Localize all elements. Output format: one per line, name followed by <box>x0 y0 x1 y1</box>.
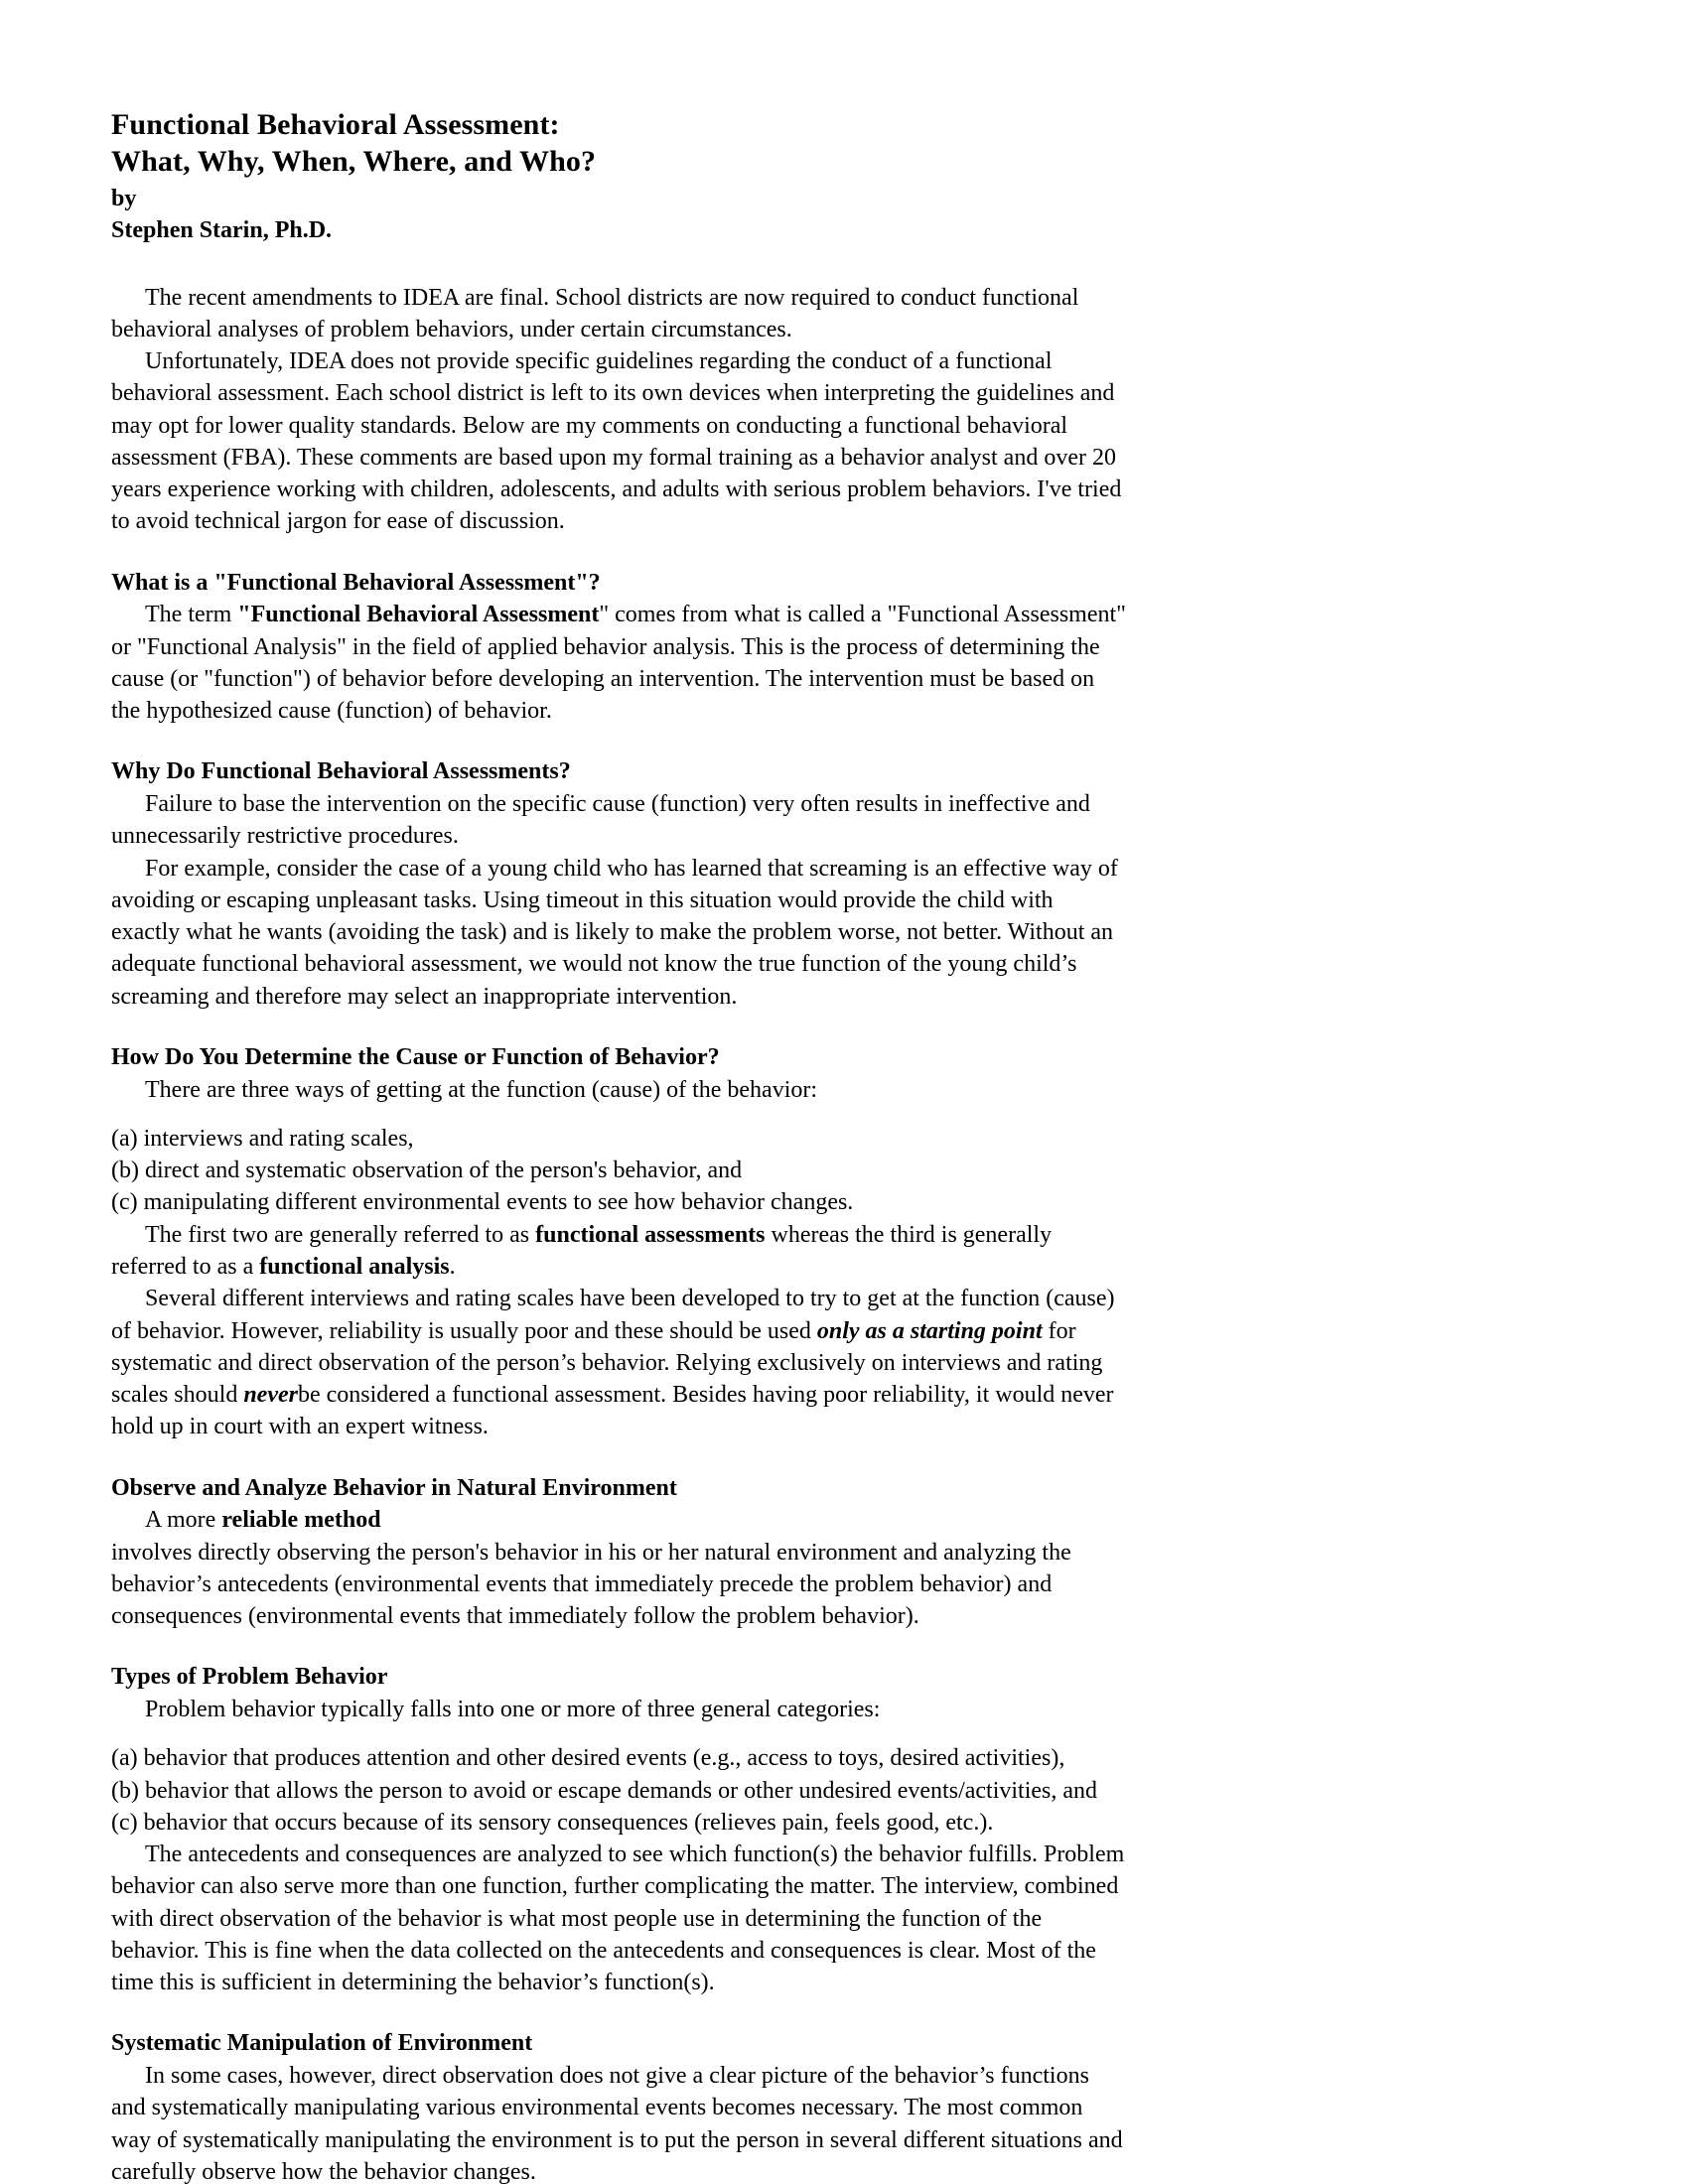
spacer <box>111 1443 1126 1473</box>
heading-types-of-problem-behavior: Types of Problem Behavior <box>111 1664 388 1691</box>
section-types-of-problem-behavior <box>111 1662 1126 1998</box>
section-observe-analyze <box>111 1473 1126 1633</box>
author-name: Stephen Starin, Ph.D. <box>111 216 333 243</box>
text-run: for systematic and direct observation of the person’s behavior. Relying exclusively on interviews and rating scales should <box>111 1317 1103 1409</box>
why-paragraph-2: For example, consider the case of a young child who has learned that screaming is an effective way of avoiding or escaping unpleasant tasks. Using timeout in this situation would provide the child with exactly what he wants (avoiding the task) and is likely to make the problem worse, not better. Without an adequate functional behavioral assessment, we would not know the true function of the young child’s screaming and therefore may select an inappropriate intervention. <box>111 855 1118 1010</box>
page-title <box>111 107 1126 180</box>
text-run: . <box>449 1254 456 1281</box>
spacer <box>111 538 1126 568</box>
heading-what-is-fba: What is a "Functional Behavioral Assessment"? <box>111 569 601 596</box>
text-run: whereas the third is generally referred to as a <box>111 1221 1053 1281</box>
title-line-2: What, Why, When, Where, and Who? <box>111 144 597 178</box>
title-line-1: Functional Behavioral Assessment: <box>111 108 560 141</box>
bold-run: "Functional Behavioral Assessment <box>237 602 600 628</box>
list-item: (c) manipulating different environmental events to see how behavior changes. <box>111 1189 854 1216</box>
types-list <box>111 1742 1126 1839</box>
text-run: A more <box>145 1507 222 1534</box>
types-paragraph-2: The antecedents and consequences are analyzed to see which function(s) the behavior fulfills. Problem behavior can also serve more than one function, further complicating the matter. The interview, combined with direct observation of the behavior is what most people use in determining the function of the behavior. This is fine when the data collected on the antecedents and consequences is clear. Most of the time this is sufficient in determining the behavior’s function(s). <box>111 1842 1125 1996</box>
types-paragraph-1: Problem behavior typically falls into one or more of three general categories: <box>145 1697 881 1723</box>
what-is-paragraph-1 <box>111 599 1126 727</box>
heading-how-determine-cause: How Do You Determine the Cause or Function of Behavior? <box>111 1044 720 1071</box>
list-item: (b) behavior that allows the person to avoid or escape demands or other undesired events/activities, and <box>111 1777 1098 1804</box>
intro-paragraph-1: The recent amendments to IDEA are final. School districts are now required to conduct functional behavioral analyses of problem behaviors, under certain circumstances. <box>111 284 1079 342</box>
section-why-do-fba <box>111 756 1126 1013</box>
text-run: The first two are generally referred to as <box>145 1221 536 1248</box>
spacer <box>111 246 1126 282</box>
spacer <box>111 727 1126 756</box>
how-paragraph-2 <box>111 1219 1126 1284</box>
spacer <box>111 1725 1126 1742</box>
document-content <box>111 107 1126 2184</box>
list-item: (b) direct and systematic observation of the person's behavior, and <box>111 1158 743 1184</box>
section-systematic-manipulation <box>111 2028 1126 2184</box>
heading-observe-analyze: Observe and Analyze Behavior in Natural Environment <box>111 1474 677 1501</box>
text-run: " comes from what is called a "Functional Assessment" or "Functional Analysis" in the field of applied behavior analysis. This is the process of determining the cause (or "function") of behavior before developing an intervention. The intervention must be based on the hypothesized cause (function) of behavior. <box>111 602 1126 725</box>
text-run: Several different interviews and rating scales have been developed to try to get at the function (cause) of behavior. However, reliability is usually poor and these should be used <box>111 1286 1115 1344</box>
intro-paragraph-2: Unfortunately, IDEA does not provide specific guidelines regarding the conduct of a functional behavioral assessment. Each school district is left to its own devices when interpreting the guidelines and may opt for lower quality standards. Below are my comments on conducting a functional behavioral assessment (FBA). These comments are based upon my formal training as a behavior analyst and over 20 years experience working with children, adolescents, and adults with serious problem behaviors. I've tried to avoid technical jargon for ease of discussion. <box>111 348 1122 535</box>
text-run: be considered a functional assessment. Besides having poor reliability, it would never hold up in court with an expert witness. <box>111 1382 1114 1440</box>
how-paragraph-1: There are three ways of getting at the function (cause) of the behavior: <box>145 1076 818 1103</box>
list-item: (a) behavior that produces attention and other desired events (e.g., access to toys, desired activities), <box>111 1745 1065 1772</box>
spacer <box>111 1998 1126 2028</box>
heading-why-do-fba: Why Do Functional Behavioral Assessments? <box>111 758 571 785</box>
text-run: The term <box>145 602 238 628</box>
spacer <box>111 1632 1126 1662</box>
section-how-determine-cause <box>111 1042 1126 1443</box>
observe-paragraph-body: involves directly observing the person's behavior in his or her natural environment and analyzing the behavior’s antecedents (environmental events that immediately precede the problem behavior) and consequences (environmental events that immediately follow the problem behavior). <box>111 1539 1071 1630</box>
spacer <box>111 1013 1126 1042</box>
bold-italic-run: only as a starting point <box>816 1317 1043 1344</box>
section-what-is-fba <box>111 568 1126 728</box>
list-item: (c) behavior that occurs because of its sensory consequences (relieves pain, feels good, etc.). <box>111 1809 994 1836</box>
how-list <box>111 1123 1126 1219</box>
bold-italic-run: never <box>243 1382 298 1409</box>
systematic-paragraph-1: In some cases, however, direct observation does not give a clear picture of the behavior’s functions and systematically manipulating various environmental events becomes necessary. The most common way of systematically manipulating the environment is to put the person in several different situations and carefully observe how the behavior changes. <box>111 2063 1123 2184</box>
bold-run: reliable method <box>221 1507 381 1534</box>
spacer <box>111 1106 1126 1123</box>
bold-run: functional assessments <box>535 1221 766 1248</box>
section-intro <box>111 282 1126 538</box>
list-item: (a) interviews and rating scales, <box>111 1125 414 1152</box>
observe-lead-line <box>111 1504 1126 1536</box>
byline <box>111 184 1126 245</box>
why-paragraph-1: Failure to base the intervention on the specific cause (function) very often results in ineffective and unnecessarily restrictive procedures. <box>111 791 1090 850</box>
how-paragraph-3 <box>111 1283 1126 1442</box>
bold-run: functional analysis <box>259 1254 450 1281</box>
by-label: by <box>111 186 137 212</box>
heading-systematic-manipulation: Systematic Manipulation of Environment <box>111 2030 533 2057</box>
